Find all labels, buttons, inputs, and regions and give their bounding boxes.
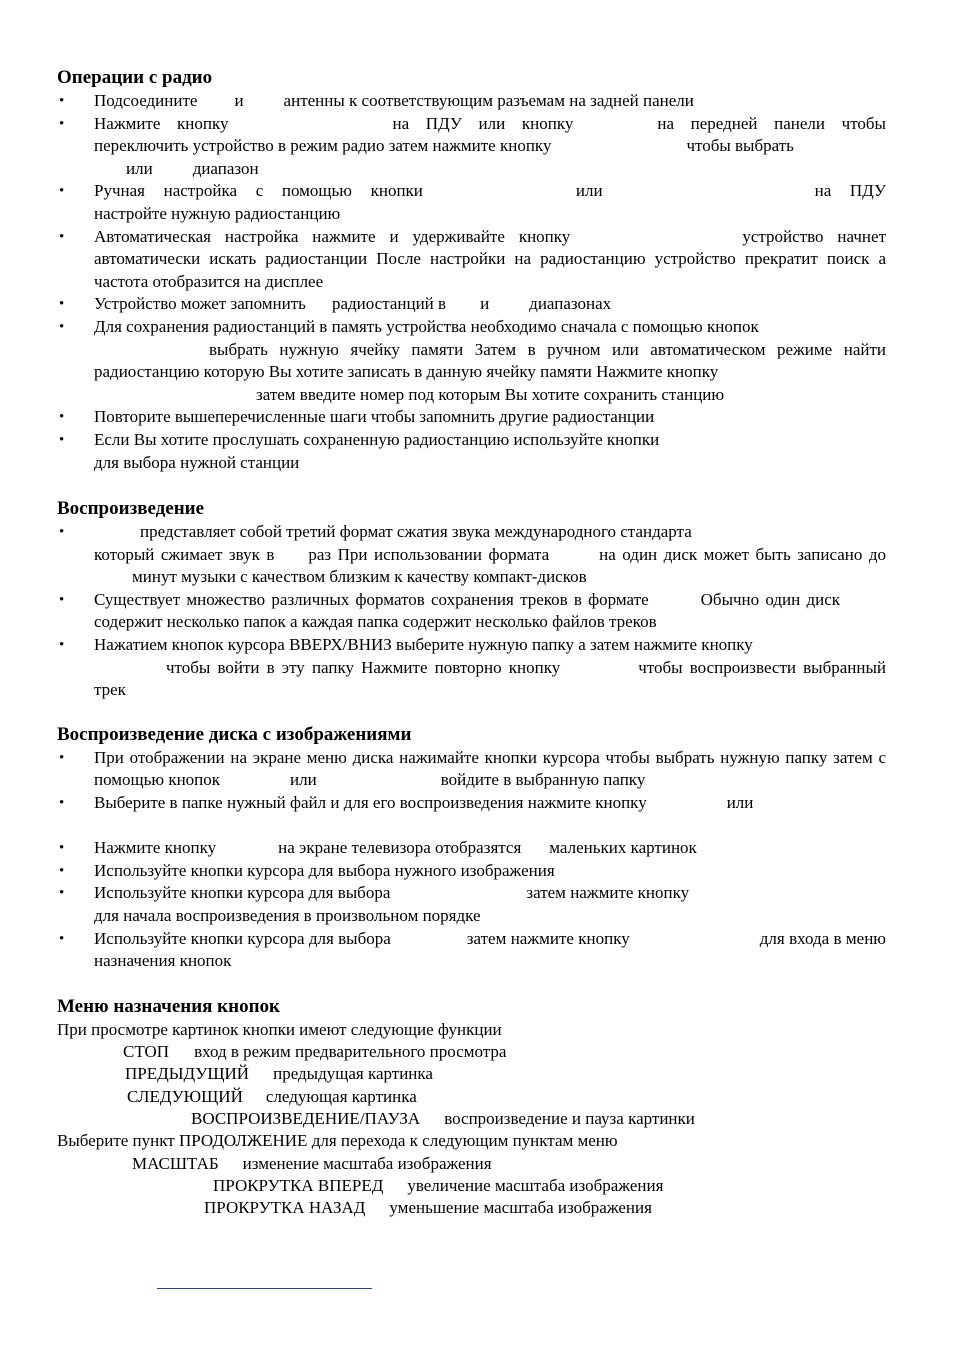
list-item: • Устройство может запомнить радиостанций в и диапазонах — [57, 293, 886, 316]
list-item: • Ручная настройка с помощью кнопки или на ПДУ настройте нужную радиостанцию — [57, 180, 886, 225]
section-picture-disc — [57, 723, 886, 973]
function-line: ВОСПРОИЗВЕДЕНИЕ/ПАУЗА воспроизведение и пауза картинки — [191, 1108, 695, 1128]
list-item: • Повторите вышеперечисленные шаги чтобы запомнить другие радиостанции — [57, 406, 886, 429]
list-item: • Нажмите кнопку на экране телевизора отобразятся маленьких картинок — [57, 837, 886, 860]
section-title-radio: Операции с радио — [57, 67, 213, 88]
function-line: СТОП вход в режим предварительного просмотра — [123, 1042, 507, 1062]
section-title-playback: Воспроизведение — [57, 498, 205, 520]
picture-disc-list — [57, 747, 886, 973]
zoom-function-line: ПРОКРУТКА ВПЕРЕД увеличение масштаба изображения — [213, 1175, 664, 1195]
function-line: СЛЕДУЮЩИЙ следующая картинка — [127, 1086, 417, 1106]
button-menu-intro: При просмотре картинок кнопки имеют следующие функции — [57, 1019, 502, 1039]
continue-text: Выберите пункт ПРОДОЛЖЕНИЕ для перехода к следующим пунктам меню — [57, 1131, 618, 1151]
list-item: • Подсоедините и антенны к соответствующим разъемам на задней панели — [57, 90, 886, 113]
section-title-button-menu: Меню назначения кнопок — [57, 995, 280, 1017]
zoom-function-line: ПРОКРУТКА НАЗАД уменьшение масштаба изображения — [204, 1198, 652, 1218]
zoom-function-line: МАСШТАБ изменение масштаба изображения — [132, 1153, 492, 1173]
function-line: ПРЕДЫДУЩИЙ предыдущая картинка — [125, 1064, 433, 1084]
list-item: • Нажмите кнопку на ПДУ или кнопку на передней панели чтобы переключить устройство в режим радио затем нажмите кнопку чтобы выбрать или диапазон — [57, 113, 886, 181]
list-item: • Выберите в папке нужный файл и для его воспроизведения нажмите кнопку или — [57, 792, 886, 837]
list-item: • представляет собой третий формат сжатия звука международного стандарта который сжимает звук в раз При использовании формата на один диск может быть записано доминут музыки с качеством близким к качеству компакт-дисков — [57, 521, 886, 589]
list-item: • Используйте кнопки курсора для выбора нужного изображения — [57, 860, 886, 883]
list-item: • Существует множество различных форматов сохранения треков в формате Обычно один дисксодержит несколько папок а каждая папка содержит несколько файлов треков — [57, 589, 886, 634]
list-item: • Автоматическая настройка нажмите и удерживайте кнопку устройство начнет автоматически искать радиостанции После настройки на радиостанцию устройство прекратит поиск а частота отобразится на дисплее — [57, 226, 886, 294]
list-item: • При отображении на экране меню диска нажимайте кнопки курсора чтобы выбрать нужную папку затем с помощью кнопок или войдите в выбранную папку — [57, 747, 886, 792]
footnote-separator — [157, 1288, 372, 1289]
section-button-menu — [57, 995, 886, 1220]
section-title-picture-disc: Воспроизведение диска с изображениями — [57, 723, 412, 745]
list-item: • Если Вы хотите прослушать сохраненную радиостанцию используйте кнопки для выбора нужной станции — [57, 429, 886, 474]
playback-list — [57, 521, 886, 702]
list-item: • Нажатием кнопок курсора ВВЕРХ/ВНИЗ выберите нужную папку а затем нажмите кнопку чтобы войти в эту папку Нажмите повторно кнопку чтобы воспроизвести выбранный трек — [57, 634, 886, 702]
list-item: • Используйте кнопки курсора для выбора затем нажмите кнопку для входа в меню назначения кнопок — [57, 928, 886, 973]
section-radio — [57, 66, 886, 474]
list-item: • Используйте кнопки курсора для выбора затем нажмите кнопку для начала воспроизведения в произвольном порядке — [57, 882, 886, 927]
section-playback — [57, 497, 886, 702]
document-page — [57, 66, 886, 1219]
radio-list — [57, 90, 886, 474]
list-item: • Для сохранения радиостанций в память устройства необходимо сначала с помощью кнопок выбрать нужную ячейку памяти Затем в ручном или автоматическом режиме найти радиостанцию которую Вы хотите записать в данную ячейку памяти Нажмите кнопку затем введите номер под которым Вы хотите сохранить станцию — [57, 316, 886, 406]
